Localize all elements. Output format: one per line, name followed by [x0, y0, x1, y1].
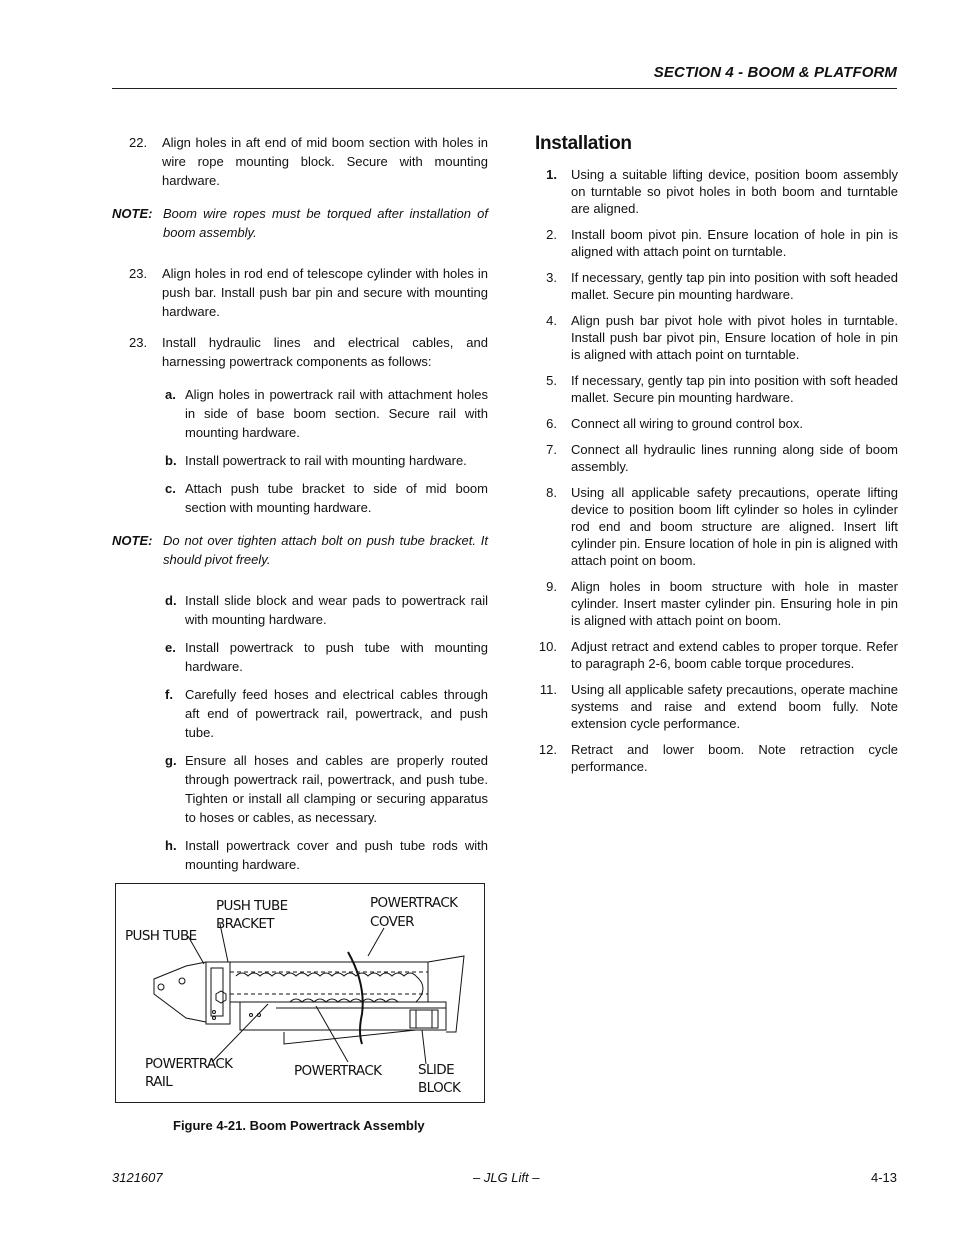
note-text: Do not over tighten attach bolt on push tube bracket. It should pivot freely.	[163, 533, 488, 567]
footer-document-number: 3121607	[112, 1170, 163, 1185]
substep-letter: b.	[165, 453, 177, 468]
label-push-tube-bracket-2: BRACKET	[216, 916, 274, 932]
step-number: 5.	[546, 373, 557, 388]
substep-b	[112, 451, 488, 470]
note-attach-bolt	[112, 531, 488, 569]
step-text: Align holes in boom structure with hole in master cylinder. Insert master cylinder pin. Ensuring hole in pin is aligned with attach point on boom.	[571, 579, 898, 628]
footer-page-number: 4-13	[870, 1170, 897, 1185]
note-text: Boom wire ropes must be torqued after installation of boom assembly.	[163, 206, 488, 240]
powertrack-chain	[236, 973, 423, 1002]
push-tube-shape	[154, 962, 206, 1022]
substep-d	[112, 591, 488, 629]
substep-letter: d.	[165, 593, 177, 608]
substep-letter: a.	[165, 387, 176, 402]
substep-h	[112, 836, 488, 874]
step-text: If necessary, gently tap pin into position with soft headed mallet. Secure pin mounting hardware.	[571, 270, 898, 302]
install-step-3	[535, 269, 898, 303]
install-step-10	[535, 638, 898, 672]
note-label: NOTE:	[112, 533, 153, 548]
step-number: 2.	[546, 227, 557, 242]
label-powertrack-cover-2: COVER	[370, 914, 414, 930]
install-step-9	[535, 578, 898, 629]
step-text: Adjust retract and extend cables to proper torque. Refer to paragraph 2-6, boom cable torque procedures.	[571, 639, 898, 671]
step-number: 3.	[546, 270, 557, 285]
section-title: SECTION 4 - BOOM & PLATFORM	[653, 64, 897, 81]
install-step-8	[535, 484, 898, 569]
step-text: Install boom pivot pin. Ensure location of hole in pin is aligned with attach point on turntable.	[571, 227, 898, 259]
step-number: 11.	[539, 682, 557, 697]
step-23-telescope	[112, 264, 488, 321]
substep-letter: e.	[165, 640, 176, 655]
substep-g	[112, 751, 488, 827]
step-text: Using all applicable safety precautions, operate machine systems and raise and extend boom fully. Note extension cycle performance.	[571, 682, 898, 731]
install-step-12	[535, 741, 898, 775]
step-text: If necessary, gently tap pin into position with soft headed mallet. Secure pin mounting hardware.	[571, 373, 898, 405]
substep-letter: f.	[165, 687, 173, 702]
substep-c	[112, 479, 488, 517]
label-powertrack-rail: POWERTRACK	[145, 1056, 233, 1072]
label-slide-block-2: BLOCK	[418, 1080, 461, 1096]
label-powertrack-rail-2: RAIL	[145, 1074, 173, 1090]
step-text: Install hydraulic lines and electrical cables, and harnessing powertrack components as follows:	[162, 335, 488, 369]
step-number: 6.	[546, 416, 557, 431]
substep-letter: c.	[165, 481, 176, 496]
substep-e	[112, 638, 488, 676]
step-number: 23.	[129, 266, 148, 281]
step-number: 10.	[538, 639, 557, 654]
step-text: Align holes in rod end of telescope cylinder with holes in push bar. Install push bar pin and secure with mounting hardware.	[162, 266, 488, 319]
label-powertrack-cover: POWERTRACK	[370, 895, 458, 911]
substep-text: Install slide block and wear pads to powertrack rail with mounting hardware.	[185, 593, 488, 627]
step-22	[112, 133, 488, 190]
step-number: 4.	[546, 313, 557, 328]
install-step-1	[535, 166, 898, 217]
substep-text: Attach push tube bracket to side of mid boom section with mounting hardware.	[185, 481, 488, 515]
step-number: 1.	[546, 167, 557, 182]
label-powertrack: POWERTRACK	[294, 1063, 382, 1079]
substep-text: Install powertrack cover and push tube rods with mounting hardware.	[185, 838, 488, 872]
step-23-hydraulic	[112, 333, 488, 371]
figure-boom-powertrack	[115, 883, 485, 1103]
install-step-5	[535, 372, 898, 406]
note-wire-ropes	[112, 204, 488, 242]
step-number: 8.	[546, 485, 557, 500]
substep-letter: g.	[165, 753, 177, 768]
step-text: Align push bar pivot hole with pivot holes in turntable. Install push bar pivot pin, Ensure location of hole in pin is aligned with attach point on turntable.	[571, 313, 898, 362]
installation-heading: Installation	[535, 133, 632, 154]
note-label: NOTE:	[112, 206, 153, 221]
install-step-11	[535, 681, 898, 732]
installation-steps	[535, 166, 898, 775]
substep-letter: h.	[165, 838, 177, 853]
label-push-tube: PUSH TUBE	[125, 928, 197, 944]
install-step-2	[535, 226, 898, 260]
substep-text: Carefully feed hoses and electrical cables through aft end of powertrack rail, powertrack, and push tube.	[185, 687, 488, 740]
step-number: 23.	[129, 335, 148, 350]
step-number: 22.	[129, 135, 148, 150]
step-text: Connect all wiring to ground control box.	[571, 416, 803, 431]
label-slide-block: SLIDE	[418, 1062, 454, 1078]
substep-f	[112, 685, 488, 742]
substep-text: Ensure all hoses and cables are properly routed through powertrack rail, powertrack, and push tube. Tighten or install all clamping or securing apparatus to hoses or cables, as necessary.	[185, 753, 488, 825]
right-column	[535, 133, 898, 784]
substep-a	[112, 385, 488, 442]
step-number: 9.	[546, 579, 557, 594]
powertrack-diagram	[116, 884, 484, 1102]
step-text: Using a suitable lifting device, position boom assembly on turntable so pivot holes in both boom and turntable are aligned.	[571, 167, 898, 216]
step-text: Connect all hydraulic lines running along side of boom assembly.	[571, 442, 898, 474]
substep-text: Install powertrack to push tube with mounting hardware.	[185, 640, 488, 674]
figure-caption: Figure 4-21. Boom Powertrack Assembly	[173, 1118, 425, 1133]
install-step-7	[535, 441, 898, 475]
header-rule	[112, 88, 897, 89]
install-step-6	[535, 415, 898, 432]
step-number: 12.	[538, 742, 557, 757]
left-column	[112, 133, 488, 883]
step-text: Align holes in aft end of mid boom section with holes in wire rope mounting block. Secure with mounting hardware.	[162, 135, 488, 188]
substep-text: Align holes in powertrack rail with attachment holes in side of base boom section. Secure rail with mounting hardware.	[185, 387, 488, 440]
label-push-tube-bracket: PUSH TUBE	[216, 898, 288, 914]
footer-brand: – JLG Lift –	[473, 1170, 540, 1185]
install-step-4	[535, 312, 898, 363]
substep-text: Install powertrack to rail with mounting hardware.	[185, 453, 467, 468]
step-number: 7.	[546, 442, 557, 457]
step-text: Retract and lower boom. Note retraction cycle performance.	[571, 742, 898, 774]
step-text: Using all applicable safety precautions, operate lifting device to position boom lift cylinder so holes in cylinder rod end and boom structure are aligned. Insert lift cylinder pin. Ensure location of hole in pin is aligned with attach point on boom.	[571, 485, 898, 568]
